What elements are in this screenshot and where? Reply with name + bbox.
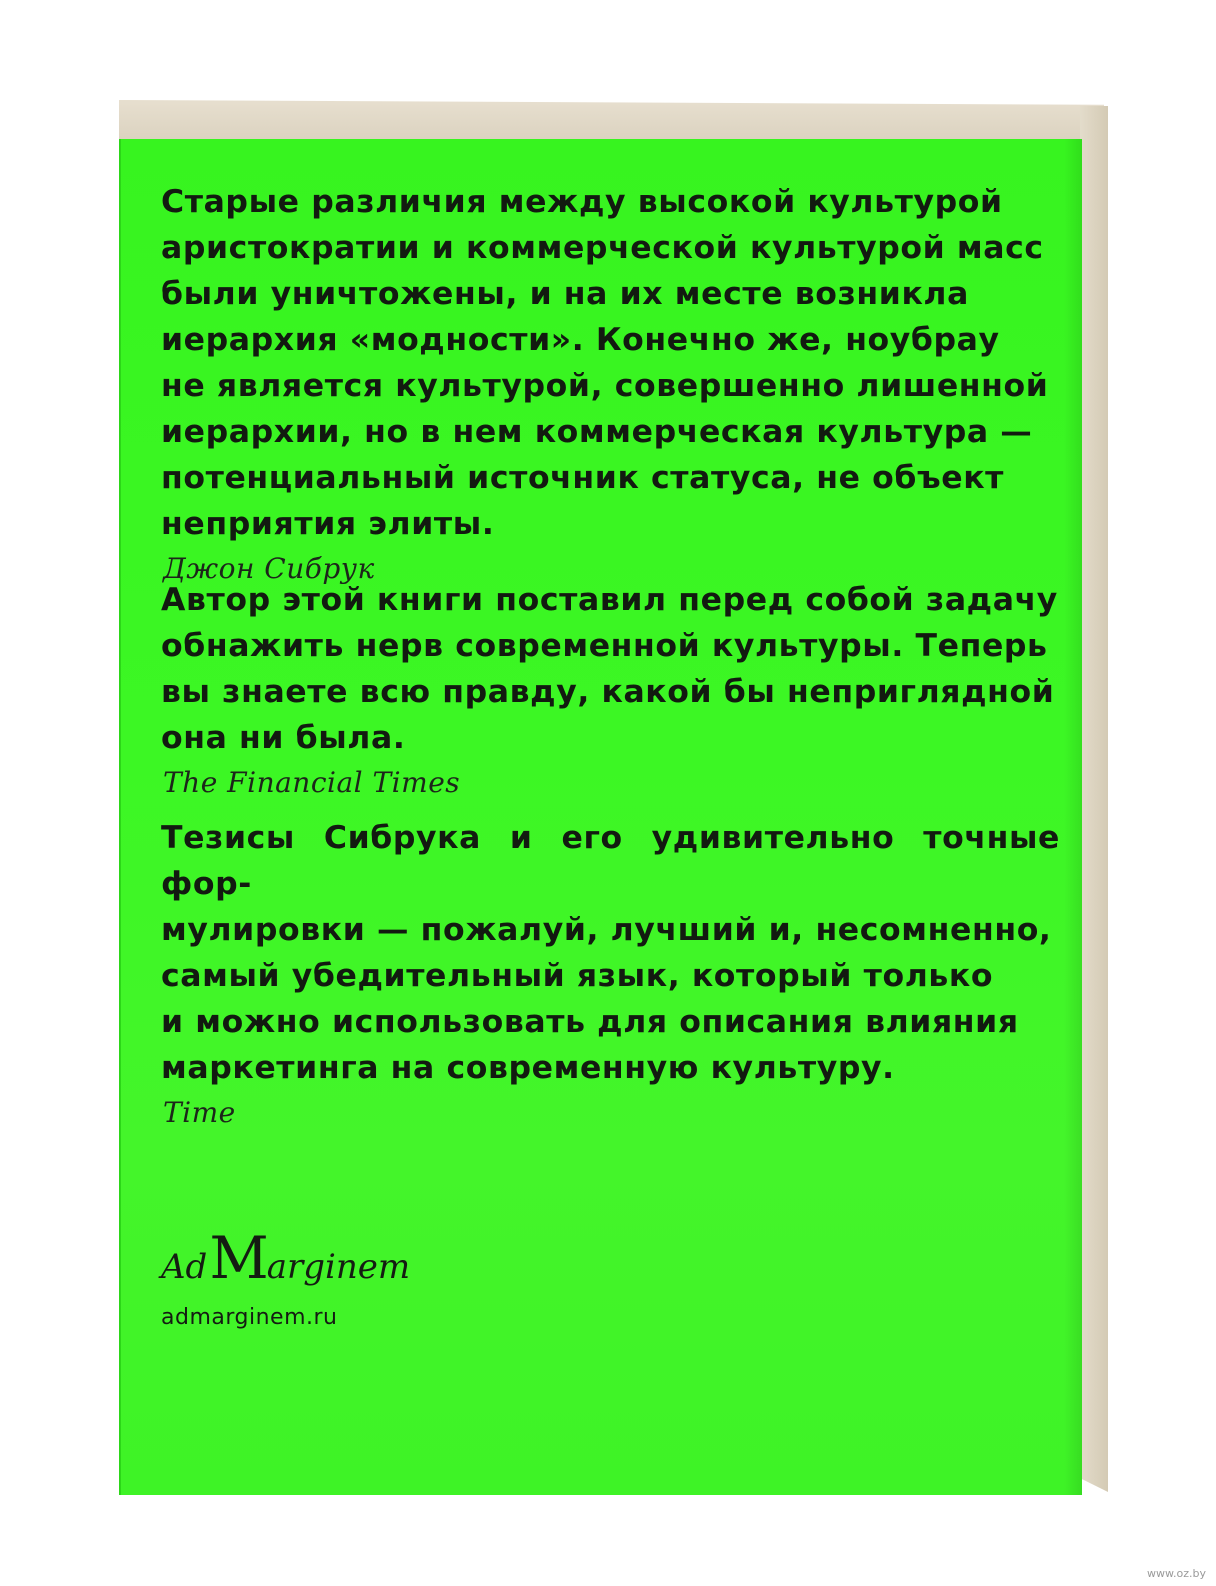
quote-block xyxy=(161,815,1060,1133)
quote-text: Автор этой книги поставил перед собой задачу обнажить нерв современной культуры. Теперь вы знаете всю правду, какой бы неприглядной она ни была. xyxy=(161,582,1058,756)
quote-text: Тезисы Сибрука и его удивительно точные фор- мулировки — пожалуй, лучший и, несомненно, самый убедительный язык, который только и можно использовать для описания влияния маркетинга на современную культуру. xyxy=(161,820,1060,1086)
publisher-logo xyxy=(161,1224,410,1292)
quote-attribution: The Financial Times xyxy=(163,766,461,799)
book-back-cover xyxy=(119,139,1082,1495)
cover-edge-shade xyxy=(1064,139,1082,1495)
publisher-logo-m: M xyxy=(209,1224,267,1292)
publisher-website: admarginem.ru xyxy=(161,1305,338,1330)
book-pages-side-edge xyxy=(1080,106,1108,1492)
watermark: www.oz.by xyxy=(1147,1567,1206,1580)
quote-attribution: Джон Сибрук xyxy=(163,552,375,585)
quote-block xyxy=(161,577,1060,803)
quote-text: Старые различия между высокой культурой аристократии и коммерческой культурой масс были уничтожены, и на их месте возникла иерархия «модности». Конечно же, ноубрау не является культурой, совершенно лишенной иерархии, но в нем коммерческая культура — потенциальный источник статуса, не объект неприятия элиты. xyxy=(161,184,1049,542)
publisher-logo-rest: arginem xyxy=(266,1247,411,1287)
publisher-logo-ad: Ad xyxy=(161,1247,208,1287)
quote-block xyxy=(161,179,1060,589)
quote-attribution: Time xyxy=(163,1096,236,1129)
